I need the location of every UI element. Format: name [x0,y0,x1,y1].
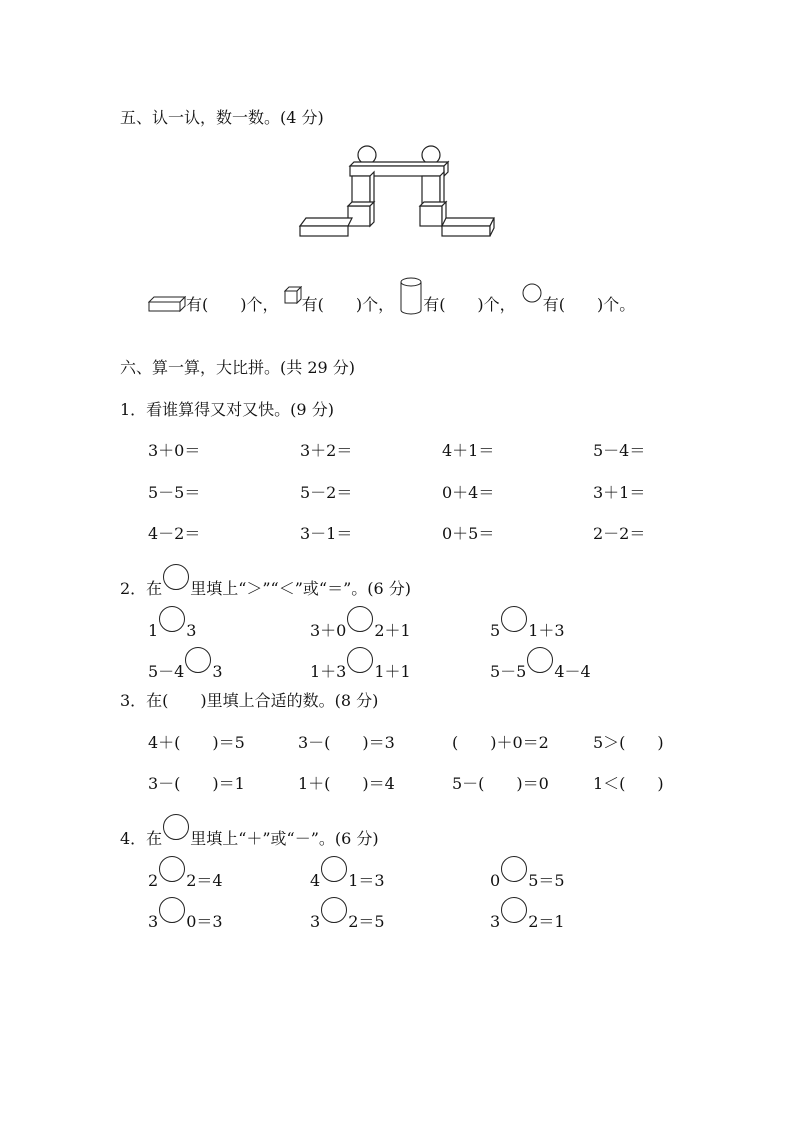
q2-left: 5－4 [148,662,185,681]
operator-circle[interactable] [321,856,347,882]
q4-right: 2＝5 [348,912,385,931]
q4-right: 2＝4 [186,871,223,890]
q1-r3-c2[interactable]: 3－1＝ [300,524,353,543]
q2-right: 3 [186,621,197,640]
cuboid-count-blank[interactable]: 有( )个， [186,295,279,314]
q4-left: 4 [310,871,321,890]
cuboid-icon [148,296,186,312]
q3-r1-c4[interactable]: 5＞( ) [593,733,664,752]
q4-r2-c1 [148,905,223,932]
operator-circle[interactable] [321,897,347,923]
compare-circle[interactable] [347,647,373,673]
circle-symbol-icon [163,814,189,840]
q3-r1-c1[interactable]: 4＋( )＝5 [148,733,245,752]
cylinder-count-blank[interactable]: 有( )个， [423,295,516,314]
q2-right: 1＋3 [528,621,565,640]
q4-left: 2 [148,871,159,890]
q1-r1-c2[interactable]: 3＋2＝ [300,441,353,460]
q1-r2-c3[interactable]: 0＋4＝ [442,483,495,502]
compare-circle[interactable] [527,647,553,673]
q4-title-suffix: 里填上“＋”或“－”。(6 分) [190,829,379,848]
q2-r1-c1 [148,614,196,641]
operator-circle[interactable] [159,856,185,882]
block-structure-illustration [298,142,498,238]
q2-right: 4－4 [554,662,591,681]
block-figure [298,142,498,238]
q4-right: 0＝3 [186,912,223,931]
q2-r1-c3 [490,614,565,641]
q3-r2-c2[interactable]: 1＋( )＝4 [298,774,395,793]
q2-r2-c3 [490,655,591,682]
q1-r3-c1[interactable]: 4－2＝ [148,524,201,543]
q2-title-suffix: 里填上“＞”“＜”或“＝”。(6 分) [190,579,412,598]
q4-right: 1＝3 [348,871,385,890]
sphere-icon [521,282,543,304]
q2-title-prefix: 2．在 [120,579,163,598]
q4-left: 3 [310,912,321,931]
q2-left: 5 [490,621,501,640]
circle-symbol-icon [163,564,189,590]
q4-r1-c1 [148,864,223,891]
q1-r3-c4[interactable]: 2－2＝ [593,524,646,543]
q4-left: 3 [148,912,159,931]
q3-r1-c2[interactable]: 3－( )＝3 [298,733,395,752]
sphere-right [422,146,440,164]
q3-r1-c3[interactable]: ( )＋0＝2 [452,733,549,752]
compare-circle[interactable] [185,647,211,673]
sphere-count-blank[interactable]: 有( )个。 [542,295,636,314]
q3-title: 3．在( )里填上合适的数。(8 分) [120,691,379,710]
q1-title: 1．看谁算得又对又快。(9 分) [120,400,334,419]
cube-icon [284,286,302,304]
cube-count-blank[interactable]: 有( )个， [301,295,395,314]
q2-right: 2＋1 [374,621,411,640]
q4-title [120,822,379,849]
q4-title-prefix: 4．在 [120,829,163,848]
q4-r1-c3 [490,864,565,891]
q4-r1-c2 [310,864,385,891]
q2-r1-c2 [310,614,411,641]
q3-r2-c3[interactable]: 5－( )＝0 [452,774,549,793]
compare-circle[interactable] [347,606,373,632]
operator-circle[interactable] [501,856,527,882]
q2-right: 3 [212,662,223,681]
operator-circle[interactable] [159,897,185,923]
section5-title: 五、认一认，数一数。(4 分) [120,108,324,127]
q2-left: 5－5 [490,662,527,681]
sphere-left [358,146,376,164]
operator-circle[interactable] [501,897,527,923]
q1-r2-c1[interactable]: 5－5＝ [148,483,201,502]
q2-left: 1＋3 [310,662,347,681]
q2-r2-c1 [148,655,223,682]
q4-r2-c3 [490,905,565,932]
q4-right: 2＝1 [528,912,565,931]
q4-left: 0 [490,871,501,890]
q1-r1-c1[interactable]: 3＋0＝ [148,441,201,460]
q1-r1-c3[interactable]: 4＋1＝ [442,441,495,460]
q1-r2-c4[interactable]: 3＋1＝ [593,483,646,502]
q3-r2-c1[interactable]: 3－( )＝1 [148,774,245,793]
q2-r2-c2 [310,655,411,682]
q2-right: 1＋1 [374,662,411,681]
q4-right: 5＝5 [528,871,565,890]
q4-left: 3 [490,912,501,931]
cylinder-icon [399,276,423,316]
section6-title: 六、算一算，大比拼。(共 29 分) [120,358,356,377]
q4-r2-c2 [310,905,385,932]
compare-circle[interactable] [501,606,527,632]
shape-count-row [148,276,635,316]
q2-title [120,572,411,599]
q1-r3-c3[interactable]: 0＋5＝ [442,524,495,543]
q2-left: 1 [148,621,159,640]
q2-left: 3＋0 [310,621,347,640]
q1-r2-c2[interactable]: 5－2＝ [300,483,353,502]
compare-circle[interactable] [159,606,185,632]
q3-r2-c4[interactable]: 1＜( ) [593,774,664,793]
q1-r1-c4[interactable]: 5－4＝ [593,441,646,460]
